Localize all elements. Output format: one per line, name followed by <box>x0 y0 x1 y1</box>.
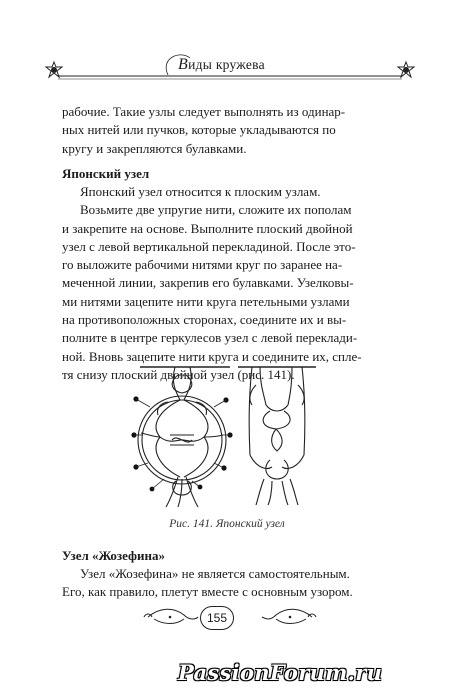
text-line: ных нитей или пучков, которые укладываются по <box>62 122 336 138</box>
watermark: PassionForum.ru <box>178 660 383 685</box>
header-initial: В <box>178 56 189 73</box>
left-flower-icon <box>46 62 62 77</box>
text-line: рабочие. Такие узлы следует выполнять из одинар- <box>62 104 346 119</box>
text-line: узел с левой вертикальной перекладиной. После это- <box>62 238 356 254</box>
japanese-knot-illustration <box>120 355 320 510</box>
right-flower-icon <box>398 62 414 77</box>
text-line: Возьмите две упругие нити, сложите их пополам <box>80 202 352 218</box>
text-line: и закрепите на основе. Выполните плоский двойной <box>62 220 353 236</box>
section-heading-josephine-knot: Узел «Жозефина» <box>62 548 166 563</box>
text-line: кругу и закрепляются булавками. <box>62 140 247 156</box>
text-line: Узел «Жозефина» не является самостоятельным. <box>80 566 350 581</box>
header-title <box>178 56 328 74</box>
text-line: Его, как правило, плетут вместе с основным узором. <box>62 584 353 600</box>
section-heading-japanese-knot: Японский узел <box>62 166 150 181</box>
header-title-text: иды кружева <box>188 57 265 72</box>
text-line: ной. Вновь зацепите нити круга и соедините их, спле- <box>62 348 362 364</box>
text-line: тя снизу плоский двойной узел (рис. 141). <box>62 366 295 382</box>
josephine-knot-paragraph <box>62 565 392 602</box>
figure-caption: Рис. 141. Японский узел <box>169 518 285 530</box>
text-line: го выложите рабочими нитями круг по заранее на- <box>62 257 343 273</box>
page-number: 155 <box>200 606 234 630</box>
text-line: на противоположных сторонах, соедините их и вы- <box>62 312 347 328</box>
text-line: меченной линии, закрепив его булавками. Узелковы- <box>62 275 354 291</box>
intro-paragraph <box>62 103 392 158</box>
text-line: Японский узел относится к плоским узлам. <box>80 184 321 199</box>
text-line: полните в центре геркулесов узел с левой переклади- <box>62 330 358 346</box>
text-line: ми нитями зацепите нити круга петельными узлами <box>62 293 350 309</box>
running-header <box>40 48 420 84</box>
